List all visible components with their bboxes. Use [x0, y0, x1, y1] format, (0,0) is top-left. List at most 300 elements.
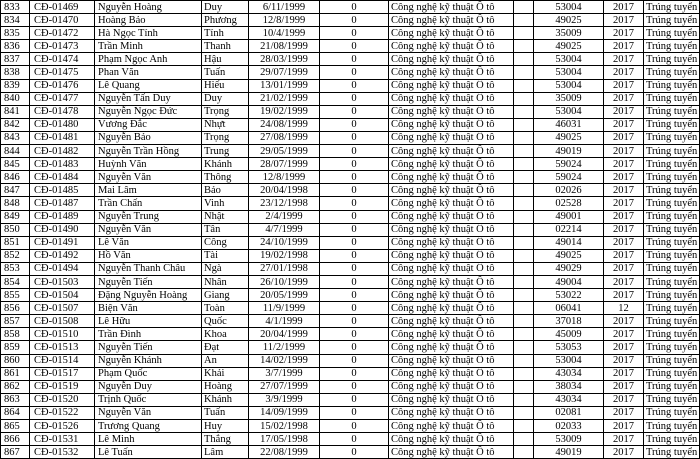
major-cell: Công nghệ kỹ thuật Ô tô	[389, 420, 514, 433]
row-index-cell: 843	[1, 131, 30, 144]
row-index-cell: 848	[1, 197, 30, 210]
blank-cell-cell	[514, 197, 534, 210]
area-code-cell: 49025	[534, 249, 604, 262]
score-cell: 0	[320, 1, 389, 14]
area-code-cell: 49014	[534, 236, 604, 249]
score-cell: 0	[320, 79, 389, 92]
given-name-cell: Toàn	[202, 302, 249, 315]
year-cell: 2017	[604, 446, 644, 459]
birth-date-cell: 11/2/1999	[249, 341, 320, 354]
student-code-cell: CĐ-01469	[30, 1, 95, 14]
surname-cell: Mai Lâm	[95, 184, 202, 197]
table-row	[1, 433, 700, 446]
birth-date-cell: 12/8/1999	[249, 171, 320, 184]
area-code-cell: 46031	[534, 118, 604, 131]
blank-cell-cell	[514, 40, 534, 53]
table-row	[1, 14, 700, 27]
birth-date-cell: 10/4/1999	[249, 27, 320, 40]
surname-cell: Nguyễn Duy	[95, 380, 202, 393]
table-row	[1, 184, 700, 197]
year-cell: 2017	[604, 315, 644, 328]
major-cell: Công nghệ kỹ thuật Ô tô	[389, 315, 514, 328]
row-index-cell: 839	[1, 79, 30, 92]
student-code-cell: CĐ-01474	[30, 53, 95, 66]
result-cell: Trúng tuyển	[644, 341, 700, 354]
score-cell: 0	[320, 341, 389, 354]
score-cell: 0	[320, 393, 389, 406]
score-cell: 0	[320, 210, 389, 223]
result-cell: Trúng tuyển	[644, 210, 700, 223]
blank-cell-cell	[514, 275, 534, 288]
birth-date-cell: 6/11/1999	[249, 1, 320, 14]
surname-cell: Nguyễn Văn	[95, 171, 202, 184]
score-cell: 0	[320, 289, 389, 302]
student-code-cell: CĐ-01491	[30, 236, 95, 249]
result-cell: Trúng tuyển	[644, 223, 700, 236]
surname-cell: Nguyễn Ngọc Đức	[95, 105, 202, 118]
score-cell: 0	[320, 433, 389, 446]
score-cell: 0	[320, 40, 389, 53]
result-cell: Trúng tuyển	[644, 66, 700, 79]
score-cell: 0	[320, 354, 389, 367]
given-name-cell: Nhân	[202, 275, 249, 288]
surname-cell: Lê Hữu	[95, 315, 202, 328]
student-code-cell: CĐ-01485	[30, 184, 95, 197]
major-cell: Công nghệ kỹ thuật Ô tô	[389, 66, 514, 79]
row-index-cell: 834	[1, 14, 30, 27]
surname-cell: Lê Quang	[95, 79, 202, 92]
given-name-cell: Khoa	[202, 328, 249, 341]
row-index-cell: 867	[1, 446, 30, 459]
given-name-cell: Quốc	[202, 315, 249, 328]
result-cell: Trúng tuyển	[644, 433, 700, 446]
surname-cell: Hồ Văn	[95, 249, 202, 262]
score-cell: 0	[320, 302, 389, 315]
score-cell: 0	[320, 275, 389, 288]
surname-cell: Hoàng Bảo	[95, 14, 202, 27]
given-name-cell: Duy	[202, 92, 249, 105]
blank-cell-cell	[514, 210, 534, 223]
year-cell: 2017	[604, 380, 644, 393]
result-cell: Trúng tuyển	[644, 315, 700, 328]
area-code-cell: 53004	[534, 105, 604, 118]
year-cell: 2017	[604, 262, 644, 275]
row-index-cell: 851	[1, 236, 30, 249]
birth-date-cell: 13/01/1999	[249, 79, 320, 92]
row-index-cell: 858	[1, 328, 30, 341]
major-cell: Công nghệ kỹ thuật Ô tô	[389, 210, 514, 223]
table-row	[1, 27, 700, 40]
major-cell: Công nghệ kỹ thuật Ô tô	[389, 40, 514, 53]
blank-cell-cell	[514, 131, 534, 144]
surname-cell: Phạm Quốc	[95, 367, 202, 380]
student-code-cell: CĐ-01489	[30, 210, 95, 223]
row-index-cell: 849	[1, 210, 30, 223]
area-code-cell: 02214	[534, 223, 604, 236]
birth-date-cell: 24/10/1999	[249, 236, 320, 249]
given-name-cell: Vinh	[202, 197, 249, 210]
area-code-cell: 53022	[534, 289, 604, 302]
student-code-cell: CĐ-01482	[30, 145, 95, 158]
surname-cell: Nguyễn Khánh	[95, 354, 202, 367]
table-row	[1, 223, 700, 236]
area-code-cell: 53004	[534, 53, 604, 66]
birth-date-cell: 24/08/1999	[249, 118, 320, 131]
result-cell: Trúng tuyển	[644, 105, 700, 118]
major-cell: Công nghệ kỹ thuật Ô tô	[389, 223, 514, 236]
blank-cell-cell	[514, 14, 534, 27]
row-index-cell: 836	[1, 40, 30, 53]
year-cell: 2017	[604, 275, 644, 288]
given-name-cell: Tính	[202, 27, 249, 40]
blank-cell-cell	[514, 27, 534, 40]
major-cell: Công nghệ kỹ thuật Ô tô	[389, 328, 514, 341]
given-name-cell: Trọng	[202, 131, 249, 144]
row-index-cell: 857	[1, 315, 30, 328]
blank-cell-cell	[514, 249, 534, 262]
row-index-cell: 853	[1, 262, 30, 275]
table-row	[1, 249, 700, 262]
student-code-cell: CĐ-01520	[30, 393, 95, 406]
result-cell: Trúng tuyển	[644, 302, 700, 315]
area-code-cell: 59024	[534, 171, 604, 184]
major-cell: Công nghệ kỹ thuật Ô tô	[389, 79, 514, 92]
given-name-cell: Đạt	[202, 341, 249, 354]
given-name-cell: Khánh	[202, 393, 249, 406]
table-row	[1, 275, 700, 288]
birth-date-cell: 3/7/1999	[249, 367, 320, 380]
result-cell: Trúng tuyển	[644, 131, 700, 144]
given-name-cell: Nhật	[202, 210, 249, 223]
student-code-cell: CĐ-01532	[30, 446, 95, 459]
given-name-cell: Thông	[202, 171, 249, 184]
year-cell: 2017	[604, 236, 644, 249]
major-cell: Công nghệ kỹ thuật Ô tô	[389, 380, 514, 393]
given-name-cell: Lâm	[202, 446, 249, 459]
birth-date-cell: 29/05/1999	[249, 145, 320, 158]
birth-date-cell: 28/03/1999	[249, 53, 320, 66]
year-cell: 2017	[604, 171, 644, 184]
student-code-cell: CĐ-01514	[30, 354, 95, 367]
result-cell: Trúng tuyển	[644, 145, 700, 158]
major-cell: Công nghệ kỹ thuật Ô tô	[389, 158, 514, 171]
major-cell: Công nghệ kỹ thuật Ô tô	[389, 262, 514, 275]
table-row	[1, 262, 700, 275]
major-cell: Công nghệ kỹ thuật Ô tô	[389, 1, 514, 14]
blank-cell-cell	[514, 118, 534, 131]
result-cell: Trúng tuyển	[644, 27, 700, 40]
student-code-cell: CĐ-01510	[30, 328, 95, 341]
surname-cell: Nguyễn Trung	[95, 210, 202, 223]
student-code-cell: CĐ-01470	[30, 14, 95, 27]
table-row	[1, 105, 700, 118]
year-cell: 2017	[604, 158, 644, 171]
year-cell: 2017	[604, 210, 644, 223]
surname-cell: Nguyễn Bảo	[95, 131, 202, 144]
table-row	[1, 1, 700, 14]
birth-date-cell: 27/07/1999	[249, 380, 320, 393]
score-cell: 0	[320, 171, 389, 184]
given-name-cell: Huy	[202, 420, 249, 433]
surname-cell: Nguyễn Văn	[95, 406, 202, 419]
result-cell: Trúng tuyển	[644, 289, 700, 302]
result-cell: Trúng tuyển	[644, 275, 700, 288]
blank-cell-cell	[514, 145, 534, 158]
result-cell: Trúng tuyển	[644, 249, 700, 262]
birth-date-cell: 3/9/1999	[249, 393, 320, 406]
row-index-cell: 862	[1, 380, 30, 393]
year-cell: 2017	[604, 53, 644, 66]
major-cell: Công nghệ kỹ thuật Ô tô	[389, 131, 514, 144]
area-code-cell: 49029	[534, 262, 604, 275]
score-cell: 0	[320, 223, 389, 236]
score-cell: 0	[320, 446, 389, 459]
student-code-cell: CĐ-01481	[30, 131, 95, 144]
major-cell: Công nghệ kỹ thuật Ô tô	[389, 92, 514, 105]
student-code-cell: CĐ-01484	[30, 171, 95, 184]
result-cell: Trúng tuyển	[644, 171, 700, 184]
table-row	[1, 341, 700, 354]
table-row	[1, 380, 700, 393]
row-index-cell: 846	[1, 171, 30, 184]
result-cell: Trúng tuyển	[644, 14, 700, 27]
table-row	[1, 145, 700, 158]
score-cell: 0	[320, 66, 389, 79]
result-cell: Trúng tuyển	[644, 197, 700, 210]
area-code-cell: 53004	[534, 354, 604, 367]
blank-cell-cell	[514, 302, 534, 315]
surname-cell: Biện Văn	[95, 302, 202, 315]
result-cell: Trúng tuyển	[644, 79, 700, 92]
student-code-cell: CĐ-01513	[30, 341, 95, 354]
table-row	[1, 210, 700, 223]
row-index-cell: 844	[1, 145, 30, 158]
row-index-cell: 855	[1, 289, 30, 302]
major-cell: Công nghệ kỹ thuật Ô tô	[389, 393, 514, 406]
student-code-cell: CĐ-01507	[30, 302, 95, 315]
student-code-cell: CĐ-01492	[30, 249, 95, 262]
row-index-cell: 838	[1, 66, 30, 79]
given-name-cell: Tài	[202, 249, 249, 262]
birth-date-cell: 2/4/1999	[249, 210, 320, 223]
year-cell: 2017	[604, 223, 644, 236]
table-row	[1, 118, 700, 131]
major-cell: Công nghệ kỹ thuật Ô tô	[389, 236, 514, 249]
score-cell: 0	[320, 27, 389, 40]
student-code-cell: CĐ-01480	[30, 118, 95, 131]
year-cell: 2017	[604, 184, 644, 197]
result-cell: Trúng tuyển	[644, 158, 700, 171]
result-cell: Trúng tuyển	[644, 406, 700, 419]
blank-cell-cell	[514, 315, 534, 328]
year-cell: 2017	[604, 105, 644, 118]
score-cell: 0	[320, 105, 389, 118]
major-cell: Công nghệ kỹ thuật Ô tô	[389, 249, 514, 262]
blank-cell-cell	[514, 289, 534, 302]
year-cell: 2017	[604, 79, 644, 92]
year-cell: 2017	[604, 66, 644, 79]
surname-cell: Lê Tuấn	[95, 446, 202, 459]
surname-cell: Trần Minh	[95, 40, 202, 53]
table-row	[1, 197, 700, 210]
result-cell: Trúng tuyển	[644, 354, 700, 367]
row-index-cell: 861	[1, 367, 30, 380]
score-cell: 0	[320, 53, 389, 66]
area-code-cell: 49025	[534, 40, 604, 53]
result-cell: Trúng tuyển	[644, 40, 700, 53]
score-cell: 0	[320, 197, 389, 210]
blank-cell-cell	[514, 79, 534, 92]
birth-date-cell: 29/07/1999	[249, 66, 320, 79]
year-cell: 2017	[604, 1, 644, 14]
birth-date-cell: 23/12/1998	[249, 197, 320, 210]
area-code-cell: 49025	[534, 131, 604, 144]
birth-date-cell: 27/01/1998	[249, 262, 320, 275]
student-code-cell: CĐ-01476	[30, 79, 95, 92]
row-index-cell: 856	[1, 302, 30, 315]
surname-cell: Phạm Ngọc Anh	[95, 53, 202, 66]
row-index-cell: 864	[1, 406, 30, 419]
table-row	[1, 367, 700, 380]
year-cell: 2017	[604, 40, 644, 53]
blank-cell-cell	[514, 262, 534, 275]
area-code-cell: 53004	[534, 66, 604, 79]
student-code-cell: CĐ-01483	[30, 158, 95, 171]
score-cell: 0	[320, 249, 389, 262]
result-cell: Trúng tuyển	[644, 53, 700, 66]
row-index-cell: 847	[1, 184, 30, 197]
given-name-cell: Thắng	[202, 433, 249, 446]
table-row	[1, 289, 700, 302]
area-code-cell: 02528	[534, 197, 604, 210]
birth-date-cell: 22/08/1999	[249, 446, 320, 459]
area-code-cell: 02026	[534, 184, 604, 197]
area-code-cell: 06041	[534, 302, 604, 315]
area-code-cell: 49001	[534, 210, 604, 223]
area-code-cell: 53053	[534, 341, 604, 354]
year-cell: 2017	[604, 341, 644, 354]
birth-date-cell: 17/05/1998	[249, 433, 320, 446]
year-cell: 2017	[604, 393, 644, 406]
given-name-cell: Trọng	[202, 105, 249, 118]
area-code-cell: 53004	[534, 1, 604, 14]
table-row	[1, 171, 700, 184]
row-index-cell: 850	[1, 223, 30, 236]
table-row	[1, 131, 700, 144]
table-row	[1, 66, 700, 79]
blank-cell-cell	[514, 433, 534, 446]
year-cell: 2017	[604, 367, 644, 380]
major-cell: Công nghệ kỹ thuật Ô tô	[389, 53, 514, 66]
result-cell: Trúng tuyển	[644, 1, 700, 14]
given-name-cell: Trung	[202, 145, 249, 158]
score-cell: 0	[320, 118, 389, 131]
area-code-cell: 02033	[534, 420, 604, 433]
surname-cell: Nguyễn Hoàng	[95, 1, 202, 14]
year-cell: 2017	[604, 249, 644, 262]
surname-cell: Phan Văn	[95, 66, 202, 79]
year-cell: 2017	[604, 420, 644, 433]
student-code-cell: CĐ-01472	[30, 27, 95, 40]
score-cell: 0	[320, 420, 389, 433]
score-cell: 0	[320, 14, 389, 27]
birth-date-cell: 4/1/1999	[249, 315, 320, 328]
year-cell: 2017	[604, 145, 644, 158]
area-code-cell: 53009	[534, 433, 604, 446]
score-cell: 0	[320, 315, 389, 328]
major-cell: Công nghệ kỹ thuật Ô tô	[389, 184, 514, 197]
surname-cell: Nguyễn Văn	[95, 223, 202, 236]
table-row	[1, 315, 700, 328]
row-index-cell: 835	[1, 27, 30, 40]
table-row	[1, 302, 700, 315]
table-row	[1, 79, 700, 92]
student-code-cell: CĐ-01494	[30, 262, 95, 275]
blank-cell-cell	[514, 236, 534, 249]
birth-date-cell: 20/04/1999	[249, 328, 320, 341]
table-row	[1, 328, 700, 341]
surname-cell: Nguyễn Tấn Duy	[95, 92, 202, 105]
birth-date-cell: 15/02/1998	[249, 420, 320, 433]
blank-cell-cell	[514, 354, 534, 367]
year-cell: 2017	[604, 27, 644, 40]
student-code-cell: CĐ-01508	[30, 315, 95, 328]
score-cell: 0	[320, 92, 389, 105]
student-code-cell: CĐ-01526	[30, 420, 95, 433]
major-cell: Công nghệ kỹ thuật Ô tô	[389, 354, 514, 367]
result-cell: Trúng tuyển	[644, 393, 700, 406]
area-code-cell: 49025	[534, 14, 604, 27]
student-code-cell: CĐ-01519	[30, 380, 95, 393]
score-cell: 0	[320, 328, 389, 341]
student-code-cell: CĐ-01487	[30, 197, 95, 210]
area-code-cell: 53004	[534, 79, 604, 92]
birth-date-cell: 26/10/1999	[249, 275, 320, 288]
major-cell: Công nghệ kỹ thuật Ô tô	[389, 197, 514, 210]
major-cell: Công nghệ kỹ thuật Ô tô	[389, 433, 514, 446]
row-index-cell: 833	[1, 1, 30, 14]
given-name-cell: Nhựt	[202, 118, 249, 131]
blank-cell-cell	[514, 184, 534, 197]
year-cell: 12	[604, 302, 644, 315]
blank-cell-cell	[514, 393, 534, 406]
result-cell: Trúng tuyển	[644, 262, 700, 275]
given-name-cell: Thanh	[202, 40, 249, 53]
year-cell: 2017	[604, 354, 644, 367]
area-code-cell: 43034	[534, 367, 604, 380]
area-code-cell: 49004	[534, 275, 604, 288]
surname-cell: Đặng Nguyễn Hoàng	[95, 289, 202, 302]
row-index-cell: 865	[1, 420, 30, 433]
given-name-cell: Phương	[202, 14, 249, 27]
table-row	[1, 354, 700, 367]
surname-cell: Huỳnh Văn	[95, 158, 202, 171]
surname-cell: Nguyễn Trần Hồng	[95, 145, 202, 158]
area-code-cell: 38034	[534, 380, 604, 393]
birth-date-cell: 20/05/1999	[249, 289, 320, 302]
surname-cell: Trịnh Quốc	[95, 393, 202, 406]
table-row	[1, 92, 700, 105]
given-name-cell: Hiếu	[202, 79, 249, 92]
surname-cell: Nguyễn Thanh Châu	[95, 262, 202, 275]
table-row	[1, 393, 700, 406]
student-code-cell: CĐ-01490	[30, 223, 95, 236]
given-name-cell: Duy	[202, 1, 249, 14]
year-cell: 2017	[604, 92, 644, 105]
major-cell: Công nghệ kỹ thuật Ô tô	[389, 27, 514, 40]
birth-date-cell: 20/04/1998	[249, 184, 320, 197]
row-index-cell: 842	[1, 118, 30, 131]
